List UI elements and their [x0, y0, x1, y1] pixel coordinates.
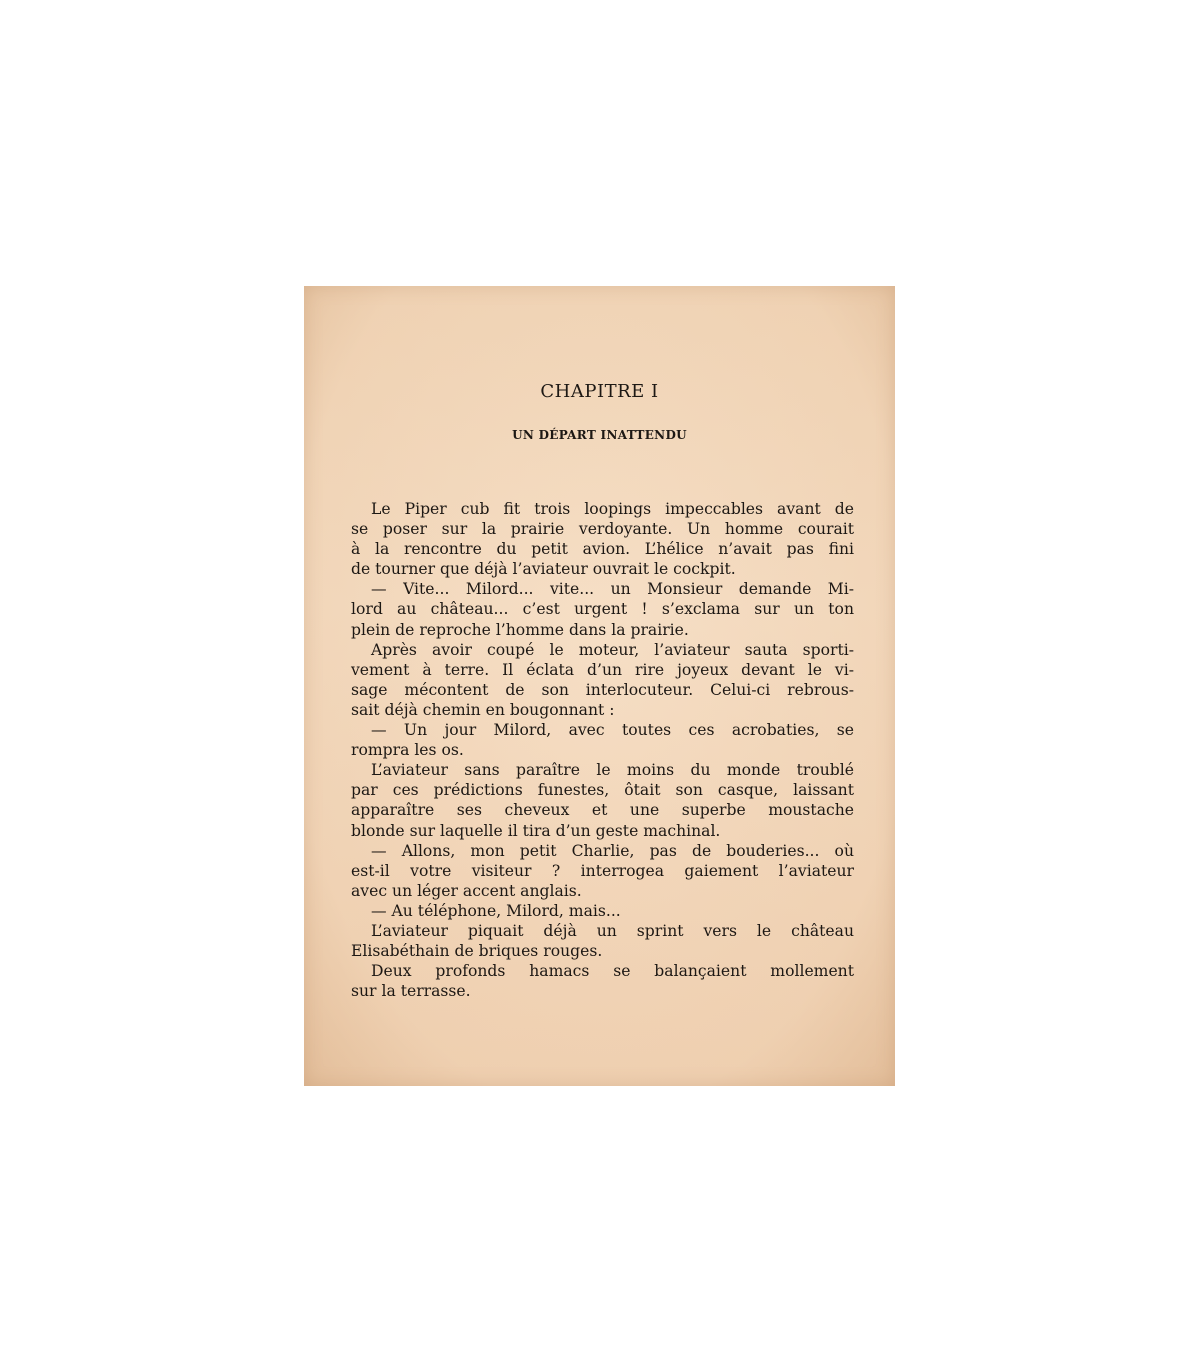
text-line: vement à terre. Il éclata d’un rire joyeux devant le vi- — [351, 660, 854, 679]
text-line: avec un léger accent anglais. — [351, 881, 582, 900]
text-line: plein de reproche l’homme dans la prairie. — [351, 620, 689, 639]
book-page — [304, 286, 895, 1086]
text-line: rompra les os. — [351, 741, 464, 760]
text-line: à la rencontre du petit avion. L’hélice n’avait pas fini — [351, 540, 854, 559]
chapter-title: CHAPITRE I — [540, 381, 659, 402]
text-line: par ces prédictions funestes, ôtait son casque, laissant — [351, 781, 854, 800]
text-line: sait déjà chemin en bougonnant : — [351, 700, 615, 719]
text-line: de tourner que déjà l’aviateur ouvrait le cockpit. — [351, 560, 736, 579]
body-text — [351, 499, 854, 1001]
text-line: L’aviateur piquait déjà un sprint vers le château — [371, 921, 854, 940]
text-line: — Allons, mon petit Charlie, pas de bouderies... où — [371, 841, 854, 860]
text-line: lord au château... c’est urgent ! s’exclama sur un ton — [351, 600, 854, 619]
text-line: — Vite... Milord... vite... un Monsieur demande Mi- — [371, 580, 854, 599]
text-line: — Au téléphone, Milord, mais... — [371, 901, 621, 920]
text-line: se poser sur la prairie verdoyante. Un homme courait — [351, 520, 854, 539]
text-line: blonde sur laquelle il tira d’un geste machinal. — [351, 821, 721, 840]
text-line: — Un jour Milord, avec toutes ces acrobaties, se — [371, 721, 854, 740]
text-line: L’aviateur sans paraître le moins du monde troublé — [371, 761, 854, 780]
text-line: Elisabéthain de briques rouges. — [351, 942, 603, 961]
text-line: sur la terrasse. — [351, 982, 471, 1001]
text-line: sage mécontent de son interlocuteur. Celui-ci rebrous- — [351, 680, 854, 699]
text-line: Deux profonds hamacs se balançaient mollement — [371, 962, 854, 981]
text-line: Le Piper cub fit trois loopings impeccables avant de — [371, 500, 854, 518]
text-line: apparaître ses cheveux et une superbe moustache — [351, 801, 854, 820]
text-line: est-il votre visiteur ? interrogea gaiement l’aviateur — [351, 861, 854, 880]
chapter-subtitle: UN DÉPART INATTENDU — [512, 428, 687, 442]
text-line: Après avoir coupé le moteur, l’aviateur sauta sporti- — [371, 640, 854, 659]
